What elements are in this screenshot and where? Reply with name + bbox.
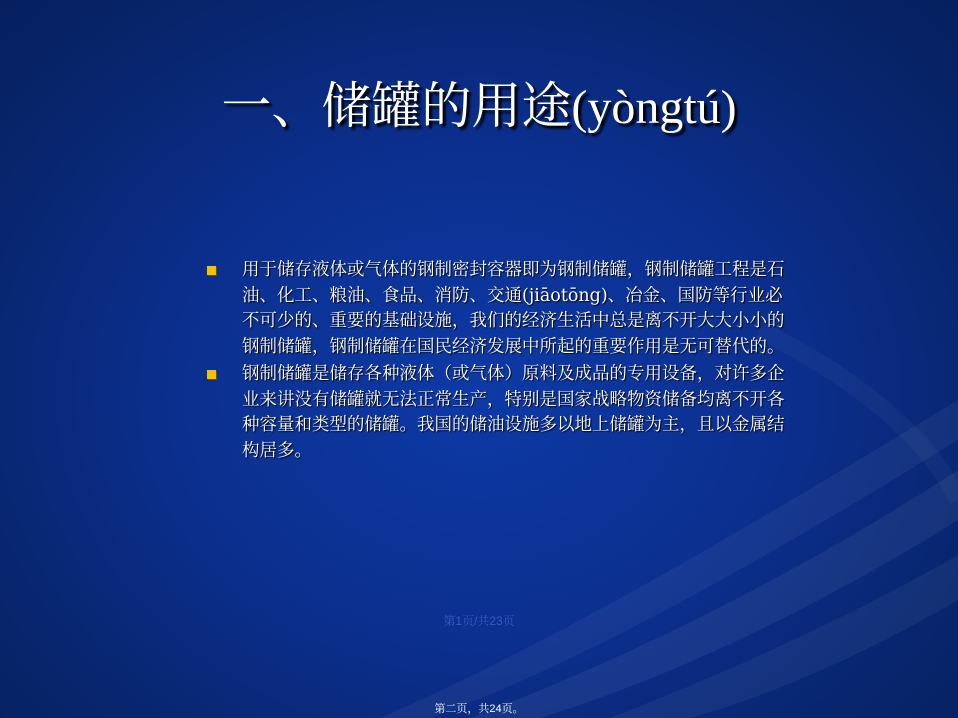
bullet-item — [204, 362, 796, 464]
slide-title-main: 一、储罐的用途 — [221, 77, 572, 135]
bullet-item — [204, 258, 796, 360]
slide-title — [0, 74, 958, 140]
slide-content — [204, 258, 796, 466]
bullet-text: 用于储存液体或气体的钢制密封容器即为钢制储罐，钢制储罐工程是石油、化工、粮油、食品、消防、交通(jiāotōng)、冶金、国防等行业必不可少的、重要的基础设施，我们的经济生活中总是离不开大大小小的钢制储罐，钢制储罐在国民经济发展中所起的重要作用是无可替代的。 — [242, 260, 785, 357]
bullet-square-icon — [207, 370, 216, 379]
bullet-square-icon — [207, 266, 216, 275]
page-marker: 第1页/共23页 — [443, 614, 515, 628]
slide-title-pinyin: (yòngtú) — [571, 81, 737, 134]
footer-page-marker: 第二页，共24页。 — [434, 703, 524, 715]
bullet-text: 钢制储罐是储存各种液体（或气体）原料及成品的专用设备，对许多企业来讲没有储罐就无法正常生产，特别是国家战略物资储备均离不开各种容量和类型的储罐。我国的储油设施多以地上储罐为主，且以金属结构居多。 — [242, 364, 785, 461]
